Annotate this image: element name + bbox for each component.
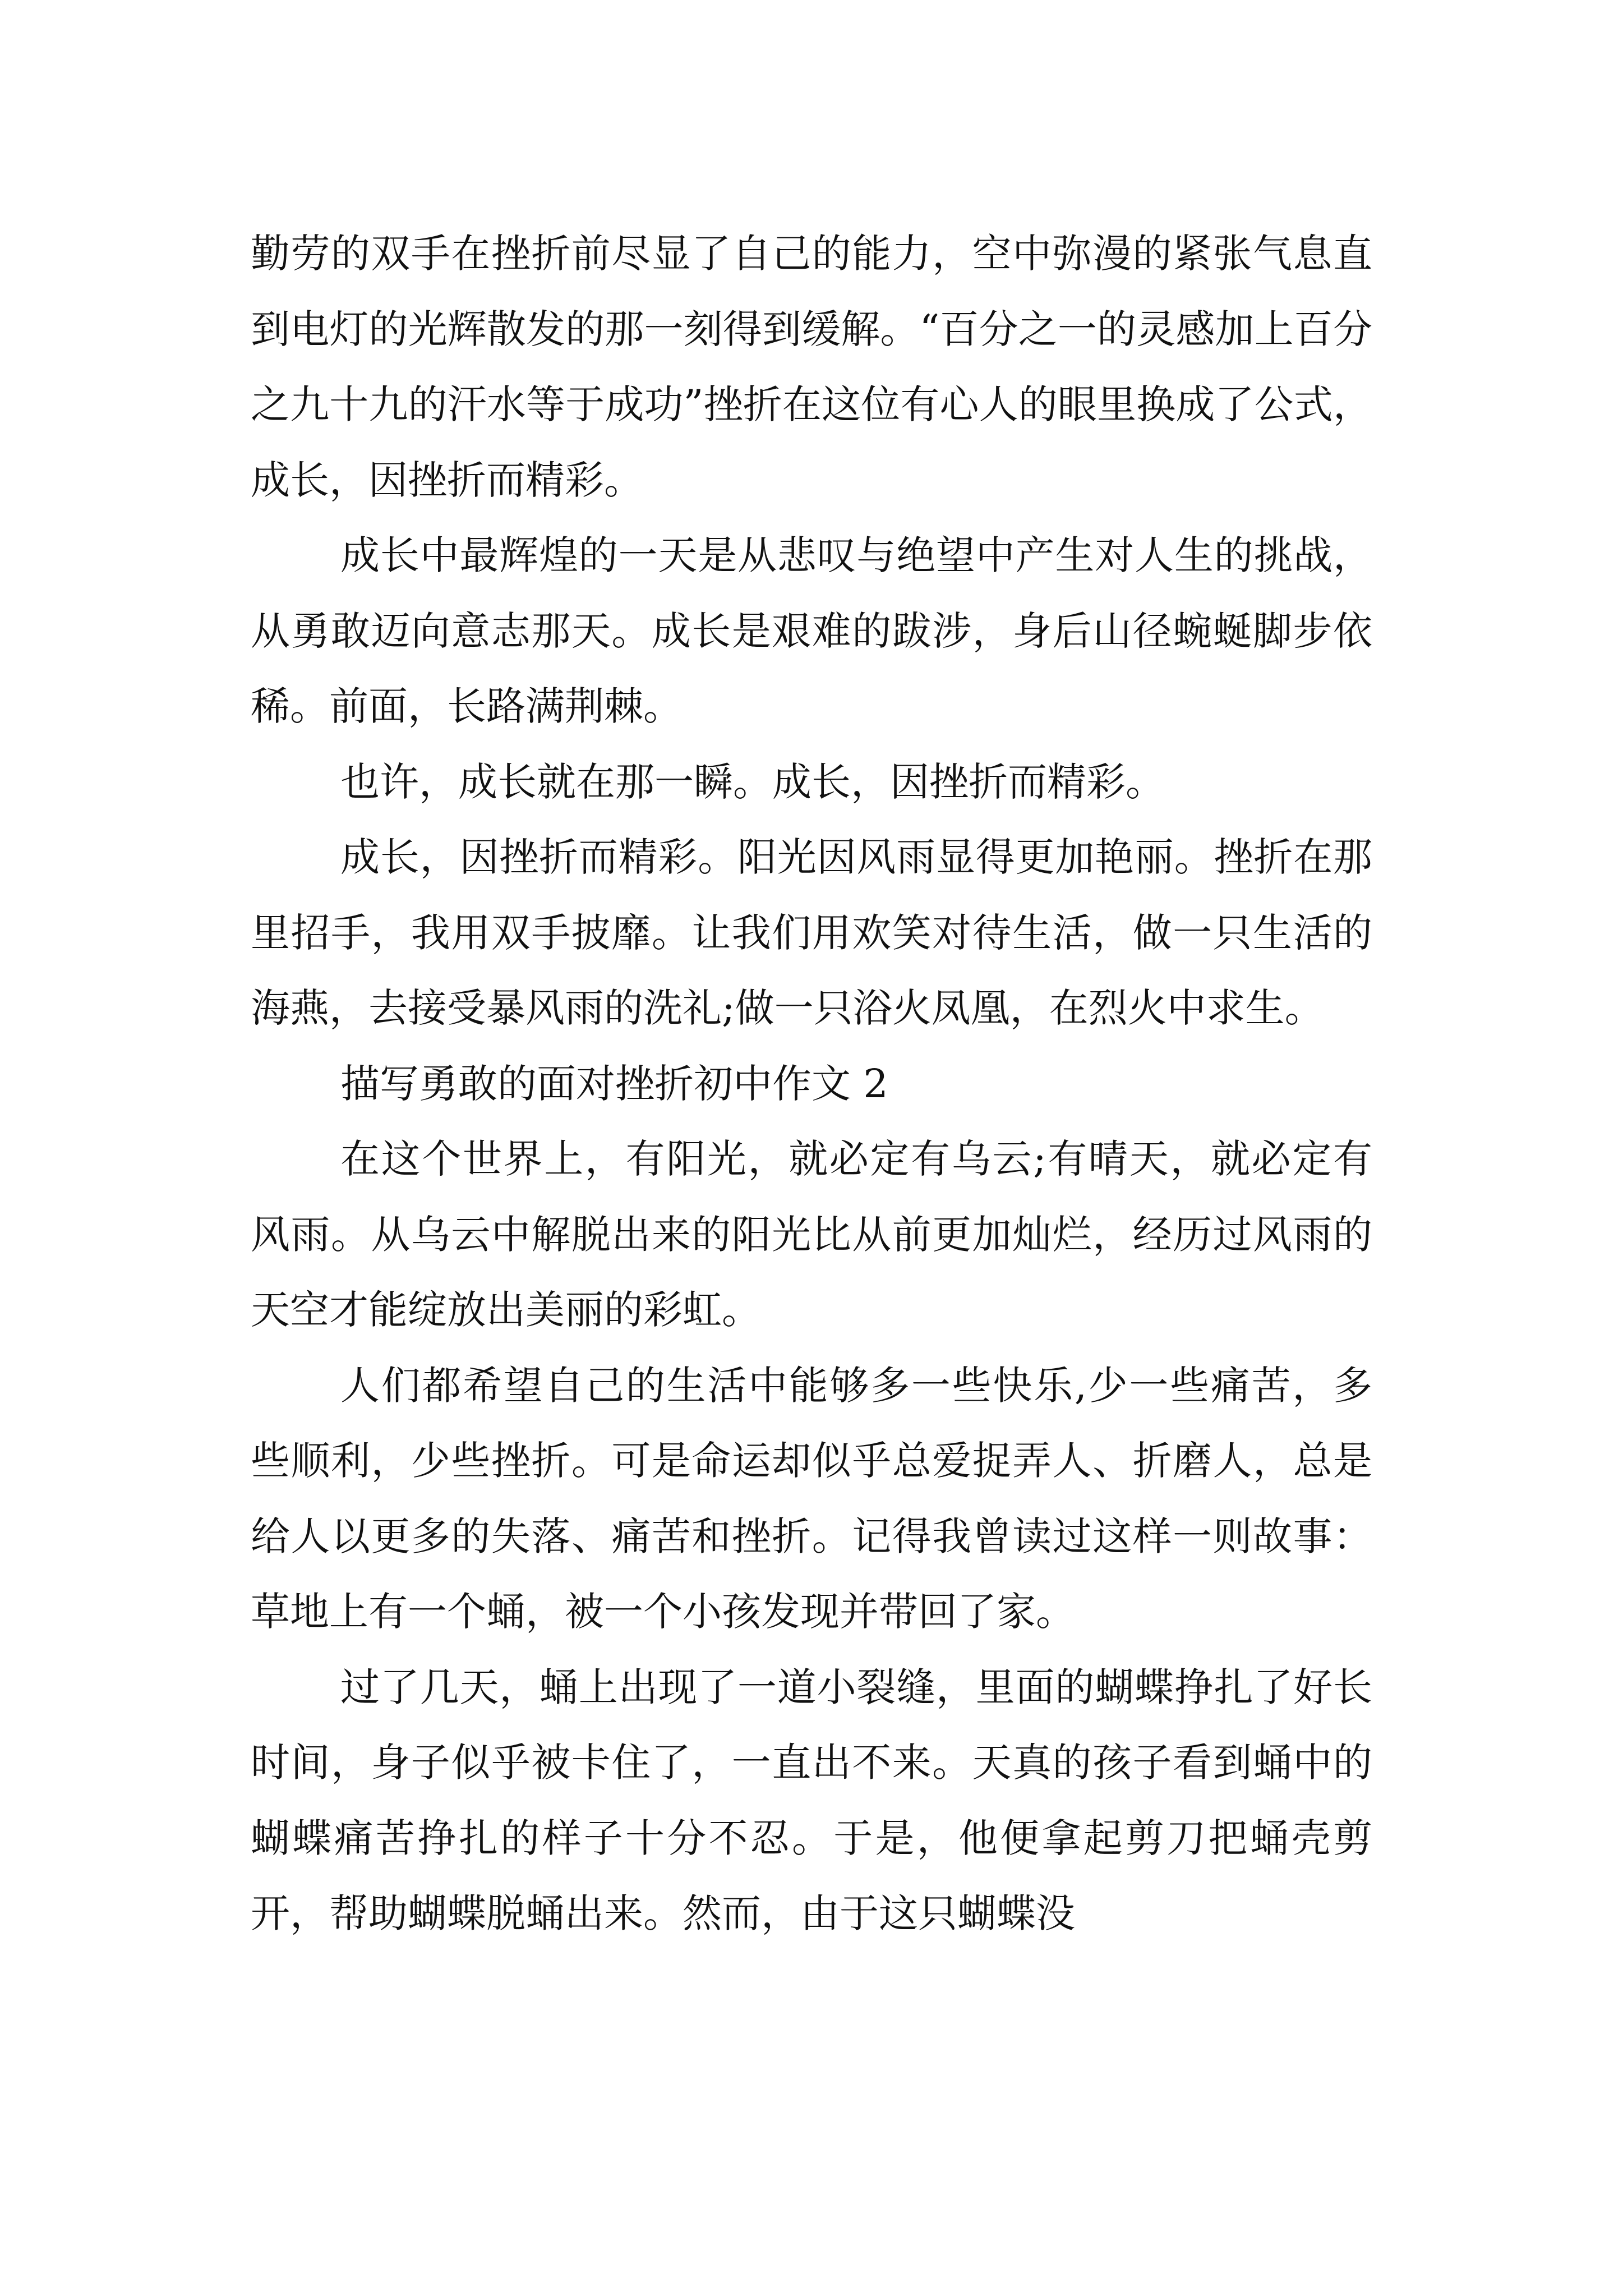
- section-heading: 描写勇敢的面对挫折初中作文 2: [340, 1060, 888, 1107]
- paragraph-5: 在这个世界上，有阳光，就必定有乌云;有晴天，就必定有风雨。从乌云中解脱出来的阳光比从前更加灿烂，经历过风雨的天空才能绽放出美丽的彩虹。: [251, 1136, 1372, 1333]
- paragraph-1: 勤劳的双手在挫折前尽显了自己的能力，空中弥漫的紧张气息直到电灯的光辉散发的那一刻得到缓解。“百分之一的灵感加上百分之九十九的汗水等于成功”挫折在这位有心人的眼里换成了公式，成长，因挫折而精彩。: [251, 231, 1372, 503]
- paragraph-3: 也许，成长就在那一瞬。成长，因挫折而精彩。: [340, 758, 1165, 805]
- paragraph-6: 人们都希望自己的生活中能够多一些快乐,少一些痛苦，多些顺利，少些挫折。可是命运却似乎总爱捉弄人、折磨人，总是给人以更多的失落、痛苦和挫折。记得我曾读过这样一则故事：草地上有一个蛹，被一个小孩发现并带回了家。: [251, 1362, 1372, 1635]
- paragraph-2: 成长中最辉煌的一天是从悲叹与绝望中产生对人生的挑战，从勇敢迈向意志那天。成长是艰难的跋涉，身后山径蜿蜒脚步依稀。前面，长路满荆棘。: [251, 532, 1372, 729]
- paragraph-4: 成长，因挫折而精彩。阳光因风雨显得更加艳丽。挫折在那里招手，我用双手披靡。让我们用欢笑对待生活，做一只生活的海燕，去接受暴风雨的洗礼;做一只浴火凤凰，在烈火中求生。: [251, 834, 1372, 1031]
- paragraph-7: 过了几天，蛹上出现了一道小裂缝，里面的蝴蝶挣扎了好长时间，身子似乎被卡住了，一直出不来。天真的孩子看到蛹中的蝴蝶痛苦挣扎的样子十分不忍。于是，他便拿起剪刀把蛹壳剪开，帮助蝴蝶脱蛹出来。然而，由于这只蝴蝶没: [251, 1664, 1372, 1936]
- document-body: [251, 216, 1372, 1952]
